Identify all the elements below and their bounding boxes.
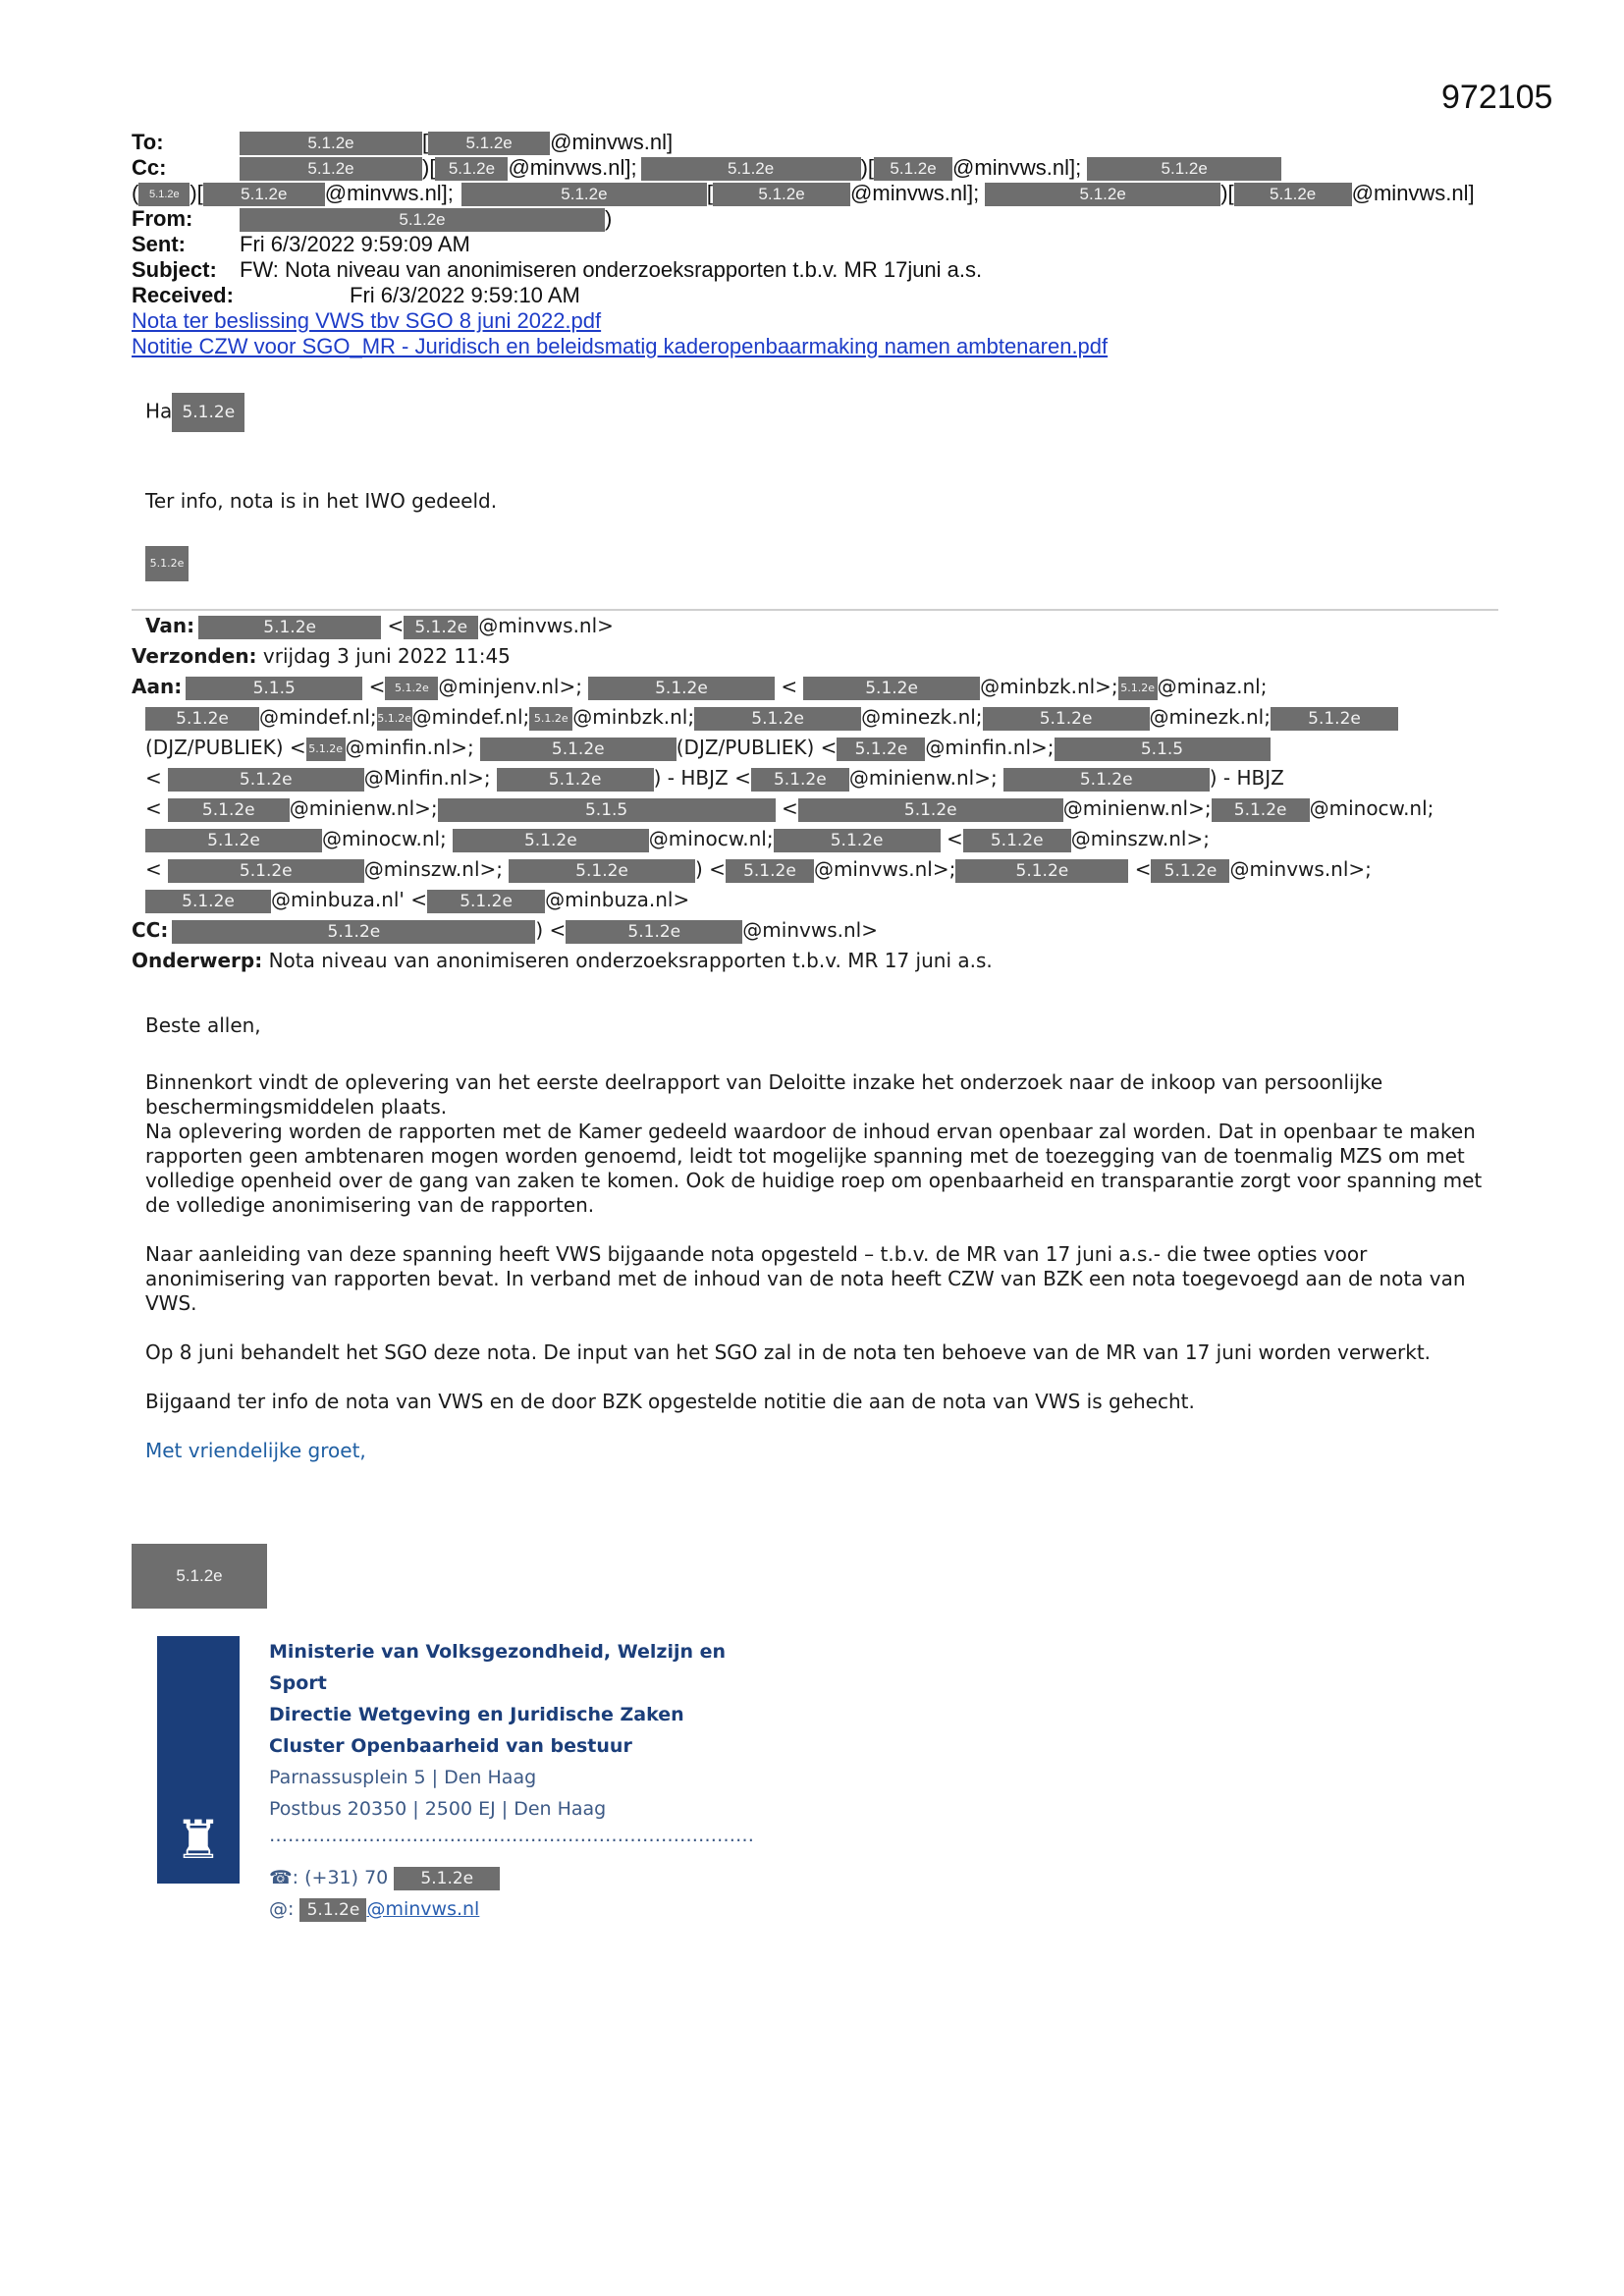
redaction: 5.1.2e bbox=[803, 677, 980, 700]
redaction: 5.1.2e bbox=[240, 157, 422, 181]
redaction: 5.1.2e bbox=[132, 1544, 267, 1609]
redaction: 5.1.2e bbox=[435, 157, 508, 181]
paragraph-5: Bijgaand ter info de nota van VWS en de door BZK opgestelde notitie die aan de nota van VWS is gehecht. bbox=[145, 1390, 1195, 1413]
attachment-link-1[interactable]: Nota ter beslissing VWS tbv SGO 8 juni 2022.pdf bbox=[132, 308, 602, 333]
verzonden-row: Verzonden: vrijdag 3 juni 2022 11:45 bbox=[132, 644, 511, 668]
forward-header bbox=[132, 611, 1496, 976]
redaction: 5.1.2e bbox=[1212, 798, 1310, 822]
redaction: 5.1.2e bbox=[955, 859, 1128, 883]
aan-row-8: 5.1.2e @minbuza.nl' < 5.1.2e @minbuza.nl> bbox=[132, 885, 1496, 915]
redaction: 5.1.2e bbox=[461, 183, 707, 206]
aan-row-1: Aan: 5.1.5 < 5.1.2e @minjenv.nl>; 5.1.2e < 5.1.2e @minbzk.nl>; 5.1.2e @minaz.nl; bbox=[132, 675, 1268, 698]
redaction: 5.1.2e bbox=[145, 890, 271, 913]
email-link[interactable]: @minvws.nl bbox=[366, 1898, 480, 1920]
redaction: 5.1.2e bbox=[566, 920, 742, 944]
redaction: 5.1.2e bbox=[1151, 859, 1229, 883]
from-row: From: 5.1.2e ) bbox=[132, 206, 613, 231]
redaction: 5.1.2e bbox=[404, 616, 478, 639]
paragraph-4: Op 8 juni behandelt het SGO deze nota. De input van het SGO zal in de nota ten behoeve van de MR van 17 juni worden verwerkt. bbox=[145, 1340, 1432, 1364]
redaction: 5.1.2e bbox=[726, 859, 814, 883]
redaction: 5.1.5 bbox=[438, 798, 776, 822]
redaction: 5.1.2e bbox=[145, 829, 322, 852]
redaction: 5.1.2e bbox=[713, 183, 850, 206]
cc-row: Cc: 5.1.2e )[ 5.1.2e @minvws.nl]; 5.1.2e )[ 5.1.2e @minvws.nl]; 5.1.2e bbox=[132, 155, 1545, 181]
redaction: 5.1.2e bbox=[394, 1867, 500, 1890]
intro-greeting: Ha 5.1.2e bbox=[145, 393, 1496, 432]
paragraph-2: Na oplevering worden de rapporten met de Kamer gedeeld waardoor de inhoud ervan openbaar zal worden. Dat in openbaar te maken rapporten geen ambtenaren mogen worden genoemd, leidt tot mogelijke spanning met de toezegging van de toenmalig MZS om met volledige openheid over de gang van zaken te komen. Ook de huidige roep om openbaarheid en transparantie zorgt voor spanning met de volledige anonimisering van de rapporten. bbox=[145, 1120, 1483, 1217]
sender-redaction bbox=[132, 1544, 267, 1609]
closing: Met vriendelijke groet, bbox=[145, 1439, 366, 1462]
subject-row: Subject: FW: Nota niveau van anonimiseren onderzoeksrapporten t.b.v. MR 17juni a.s. bbox=[132, 257, 983, 282]
redaction: 5.1.2e bbox=[240, 132, 422, 155]
intro-line: Ter info, nota is in het IWO gedeeld. bbox=[145, 489, 498, 513]
redaction: 5.1.2e bbox=[480, 738, 677, 761]
redaction: 5.1.2e bbox=[198, 616, 381, 639]
redaction: 5.1.2e bbox=[377, 707, 412, 731]
redaction: 5.1.2e bbox=[145, 707, 259, 731]
redaction: 5.1.2e bbox=[588, 677, 775, 700]
redaction: 5.1.2e bbox=[774, 829, 941, 852]
redaction: 5.1.2e bbox=[168, 768, 364, 792]
redaction: 5.1.2e bbox=[145, 546, 189, 581]
redaction: 5.1.2e bbox=[529, 707, 572, 731]
aan-row-3: (DJZ/PUBLIEK) < 5.1.2e @minfin.nl>; 5.1.2e (DJZ/PUBLIEK) < 5.1.2e @minfin.nl>; 5.1.5 bbox=[132, 733, 1496, 763]
aan-row-6: 5.1.2e @minocw.nl; 5.1.2e @minocw.nl; 5.1.2e < 5.1.2e @minszw.nl>; bbox=[132, 824, 1496, 854]
intro-signoff bbox=[145, 546, 1496, 581]
redaction: 5.1.2e bbox=[497, 768, 654, 792]
redaction: 5.1.2e bbox=[509, 859, 695, 883]
email-line: @: 5.1.2e @minvws.nl bbox=[269, 1898, 480, 1920]
redaction: 5.1.2e bbox=[168, 859, 364, 883]
aan-row-2: 5.1.2e @mindef.nl;5.1.2e@mindef.nl; 5.1.2e @minbzk.nl; 5.1.2e @minezk.nl; 5.1.2e @minezk.nl; 5.1.2e bbox=[132, 702, 1496, 733]
phone-icon: ☎ bbox=[269, 1867, 293, 1888]
redaction: 5.1.2e bbox=[798, 798, 1063, 822]
redaction: 5.1.2e bbox=[240, 208, 605, 232]
phone-line: ☎: (+31) 70 5.1.2e bbox=[269, 1862, 746, 1893]
crest-icon: ♜ bbox=[174, 1811, 223, 1870]
redaction: 5.1.2e bbox=[299, 1898, 366, 1922]
redaction: 5.1.2e bbox=[983, 707, 1150, 731]
onderwerp-row: Onderwerp: Nota niveau van anonimiseren onderzoeksrapporten t.b.v. MR 17 juni a.s. bbox=[132, 949, 993, 972]
salutation: Beste allen, bbox=[145, 1013, 261, 1037]
aan-row-7: < 5.1.2e @minszw.nl>; 5.1.2e ) < 5.1.2e @minvws.nl>; 5.1.2e < 5.1.2e @minvws.nl>; bbox=[145, 857, 1372, 881]
cc-row-2: ( 5.1.2e )[ 5.1.2e @minvws.nl]; 5.1.2e [ 5.1.2e @minvws.nl]; 5.1.2e )[ 5.1.2e @minvws.nl] bbox=[132, 181, 1475, 205]
redaction: 5.1.2e bbox=[138, 183, 189, 206]
paragraph-3: Naar aanleiding van deze spanning heeft VWS bijgaande nota opgesteld – t.b.v. de MR van 17 juni a.s.- die twee opties voor anonimisering van rapporten bevat. In verband met de inhoud van de nota heeft CZW van BZK een nota toegevoegd aan de nota van VWS. bbox=[145, 1242, 1466, 1315]
redaction: 5.1.2e bbox=[874, 157, 952, 181]
redaction: 5.1.2e bbox=[203, 183, 325, 206]
redaction: 5.1.5 bbox=[1055, 738, 1271, 761]
redaction: 5.1.2e bbox=[1087, 157, 1281, 181]
redaction: 5.1.2e bbox=[641, 157, 861, 181]
redaction: 5.1.2e bbox=[1118, 677, 1158, 700]
redaction: 5.1.2e bbox=[172, 920, 535, 944]
redaction: 5.1.2e bbox=[1271, 707, 1398, 731]
redaction: 5.1.2e bbox=[453, 829, 649, 852]
paragraph-1: Binnenkort vindt de oplevering van het eerste deelrapport van Deloitte inzake het onderzoek naar de inkoop van persoonlijke beschermingsmiddelen plaats. bbox=[145, 1070, 1383, 1119]
cc-fwd-row: CC: 5.1.2e ) < 5.1.2e @minvws.nl> bbox=[132, 918, 878, 942]
redaction: 5.1.2e bbox=[963, 829, 1071, 852]
van-row: Van: 5.1.2e < 5.1.2e @minvws.nl> bbox=[145, 614, 614, 637]
redaction: 5.1.2e bbox=[306, 738, 346, 761]
email-signature: ♜ Ministerie van Volksgezondheid, Welzijn en Sport Directie Wetgeving en Juridische Zaken Cluster Openbaarheid van bestuur Parnassusplein 5 | Den Haag Postbus 20350 | 2500 EJ | Den Haag …………………………………………………………………… ☎: (+31) 70 5.1.2e @: 5.1.2e @minvws.nl bbox=[157, 1636, 746, 1884]
redaction: 5.1.2e bbox=[837, 738, 925, 761]
attachment-link-2[interactable]: Notitie CZW voor SGO_MR - Juridisch en beleidsmatig kaderopenbaarmaking namen ambtenaren.pdf bbox=[132, 334, 1109, 358]
message-body bbox=[145, 1013, 1496, 1488]
to-row: To: 5.1.2e [ 5.1.2e @minvws.nl] bbox=[132, 130, 674, 154]
aan-row-5: < 5.1.2e @minienw.nl>; 5.1.5 < 5.1.2e @minienw.nl>; 5.1.2e @minocw.nl; bbox=[145, 796, 1435, 820]
attachment-2[interactable] bbox=[132, 334, 1545, 359]
redaction: 5.1.2e bbox=[1003, 768, 1210, 792]
redaction: 5.1.2e bbox=[1234, 183, 1352, 206]
redaction: 5.1.2e bbox=[751, 768, 849, 792]
redaction: 5.1.2e bbox=[385, 677, 438, 700]
attachment-1[interactable] bbox=[132, 308, 1545, 334]
redaction: 5.1.2e bbox=[428, 132, 550, 155]
redaction: 5.1.2e bbox=[168, 798, 290, 822]
redaction: 5.1.2e bbox=[985, 183, 1220, 206]
sent-row: Sent: Fri 6/3/2022 9:59:09 AM bbox=[132, 232, 470, 256]
redaction: 5.1.2e bbox=[427, 890, 545, 913]
redaction: 5.1.5 bbox=[186, 677, 362, 700]
received-row: Received: Fri 6/3/2022 9:59:10 AM bbox=[132, 283, 580, 307]
aan-row-4: < 5.1.2e @Minfin.nl>; 5.1.2e ) - HBJZ < 5.1.2e @minienw.nl>; 5.1.2e ) - HBJZ bbox=[145, 766, 1284, 790]
redaction: 5.1.2e bbox=[172, 393, 244, 432]
redaction: 5.1.2e bbox=[694, 707, 861, 731]
document-number: 972105 bbox=[1441, 79, 1553, 116]
email-header bbox=[132, 130, 1545, 359]
